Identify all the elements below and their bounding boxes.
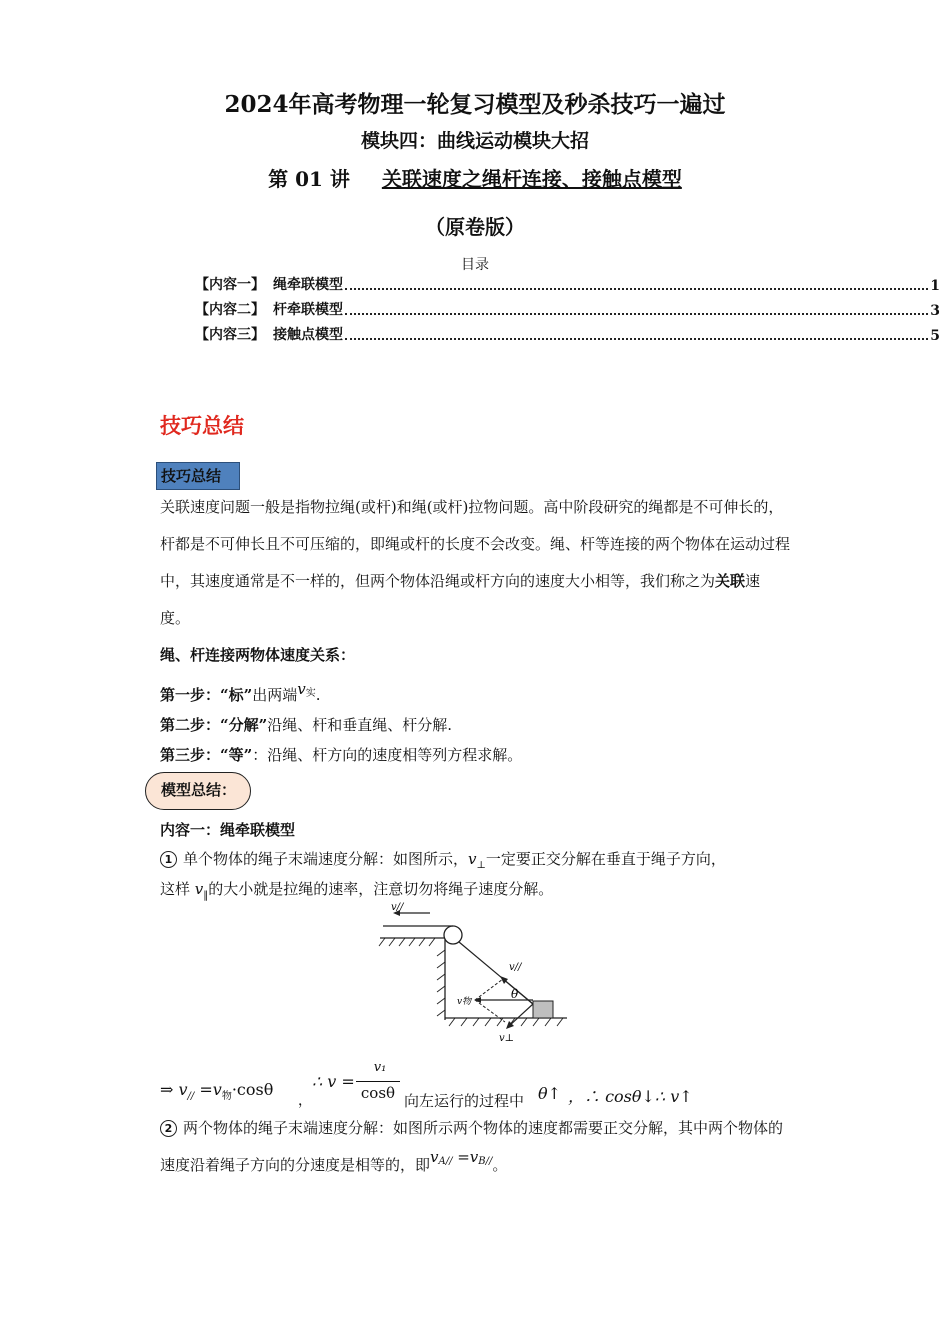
toc-item[interactable] — [195, 324, 940, 344]
step-1-symbol: v — [297, 680, 306, 698]
toc-leader — [345, 338, 928, 340]
document-title: 2024年高考物理一轮复习模型及秒杀技巧一遍过 — [224, 91, 726, 118]
step-3-label: 第三步：“等” — [160, 746, 253, 764]
step-1-subscript: 实 — [305, 688, 316, 699]
rope-pulley-figure — [375, 900, 575, 1050]
dashed-component-1 — [475, 979, 503, 1000]
formula-rest: ，∴ cosθ↓∴ v↑ — [568, 1087, 693, 1106]
content1-title: 内容一：绳牵联模型 — [160, 821, 296, 839]
formula-lhs-text: ⇒ v — [160, 1080, 188, 1099]
intro-paragraph — [160, 489, 790, 637]
item-2-text: 两个物体的绳子末端速度分解：如图所示两个物体的速度都需要正交分解，其中两个物体的速度沿着绳子方向的分速度是相等的，即 — [160, 1119, 784, 1174]
item-2-paragraph — [160, 1110, 790, 1186]
label-v-rope: v// — [509, 962, 522, 973]
intro-text-end: 速度。 — [160, 572, 761, 627]
formula-eq: =v — [194, 1080, 222, 1099]
toc-item-label: 【内容三】 — [195, 327, 265, 343]
toc-item-page: 3 — [930, 303, 940, 319]
formula-therefore: ∴ v = — [312, 1072, 355, 1091]
edition-label: （原卷版） — [425, 215, 525, 239]
lecture-topic: 关联速度之绳杆连接、接触点模型 — [381, 167, 682, 191]
step-2 — [160, 714, 452, 735]
lecture-prefix: 第 01 讲 — [268, 167, 350, 191]
step-3 — [160, 744, 522, 765]
item-1-line-1 — [160, 848, 726, 871]
fraction-bar — [356, 1081, 400, 1082]
formula-lhs — [160, 1080, 273, 1102]
item-2-var-b-sub: B// — [478, 1156, 493, 1167]
item-1-text: 单个物体的绳子末端速度分解：如图所示， — [183, 850, 469, 868]
formula-eq-sub: 物 — [221, 1091, 232, 1103]
toc-item[interactable] — [195, 274, 940, 294]
item-1-number: 1 — [160, 851, 177, 868]
toc-item-name: 绳牵联模型 — [273, 277, 343, 293]
formula-theta: θ↑ — [538, 1084, 562, 1103]
formula-numerator: v₁ — [373, 1060, 387, 1075]
formula-comma: ， — [298, 1093, 312, 1109]
toc-leader — [345, 313, 928, 315]
relation-title: 绳、杆连接两物体速度关系： — [160, 646, 356, 664]
formula-cos: ·cosθ — [231, 1080, 274, 1099]
item-1-text-b: 一定要正交分解在垂直于绳子方向， — [485, 850, 726, 868]
step-2-label: 第二步：“分解” — [160, 716, 268, 734]
section-heading: 技巧总结 — [160, 413, 244, 438]
formula-line — [160, 1060, 780, 1110]
toc-item-page: 1 — [930, 278, 940, 294]
step-1 — [160, 680, 321, 705]
label-theta: θ — [511, 987, 519, 1001]
toc-item-name: 杆牵联模型 — [273, 302, 343, 318]
toc-item[interactable] — [195, 299, 940, 319]
v-object-arrowhead — [474, 997, 481, 1003]
summary-label-box: 技巧总结 — [156, 462, 240, 490]
formula-lhs-sub: // — [187, 1091, 195, 1103]
item-1-text-c: 这样 — [160, 880, 195, 898]
formula-text: 向左运行的过程中 — [404, 1092, 525, 1110]
label-v-perp: v⊥ — [499, 1033, 515, 1044]
item-1-var-sub: ⊥ — [476, 860, 486, 871]
formula-denominator: cosθ — [360, 1084, 396, 1102]
toc-leader — [345, 288, 928, 290]
module-title: 模块四：曲线运动模块大招 — [360, 130, 589, 152]
lecture-title — [0, 163, 950, 192]
item-1-var: v — [468, 850, 477, 868]
toc-item-name: 接触点模型 — [273, 327, 343, 343]
v-perp-arrow — [509, 1004, 533, 1026]
step-1-end: . — [315, 686, 321, 704]
item-1-text-d: 的大小就是拉绳的速率，注意切勿将绳子速度分解。 — [208, 880, 554, 898]
item-1-line-2 — [160, 878, 553, 901]
toc-item-label: 【内容一】 — [195, 277, 265, 293]
item-2-number: 2 — [160, 1120, 177, 1137]
toc-item-page: 5 — [930, 328, 940, 344]
step-3-text: ：沿绳、杆方向的速度相等列方程求解。 — [252, 746, 523, 764]
toc-item-label: 【内容二】 — [195, 302, 265, 318]
item-2-eq: =v — [452, 1148, 479, 1166]
block — [533, 1001, 553, 1018]
item-2-var-a-sub: A// — [438, 1156, 453, 1167]
intro-keyword: 关联 — [715, 572, 746, 590]
step-1-label: 第一步：“标” — [160, 686, 253, 704]
label-v-top: v// — [391, 902, 404, 913]
toc-title: 目录 — [461, 257, 489, 273]
intro-text: 关联速度问题一般是指物拉绳(或杆)和绳(或杆)拉物问题。高中阶段研究的绳都是不可伸长的，杆都是不可伸长且不可压缩的，即绳或杆的长度不会改变。绳、杆等连接的两个物体在运动过程中，其速度通常是不一样的，但两个物体沿绳或杆方向的速度大小相等，我们称之为 — [160, 498, 791, 590]
item-2-end: 。 — [492, 1156, 508, 1174]
step-2-text: 沿绳、杆和垂直绳、杆分解. — [267, 716, 453, 734]
lower-ground-hatch — [449, 1018, 563, 1026]
item-1-var2: v — [194, 880, 204, 898]
item-1-var2-sub: ‖ — [203, 890, 209, 901]
label-v-object: v物 — [457, 997, 472, 1007]
step-1-text: 出两端 — [252, 686, 298, 704]
upper-ground-hatch — [379, 938, 435, 946]
wall-hatch — [437, 950, 445, 1016]
item-2-var-a: v — [430, 1148, 439, 1166]
model-summary-box: 模型总结： — [145, 772, 251, 810]
pulley — [444, 926, 462, 944]
